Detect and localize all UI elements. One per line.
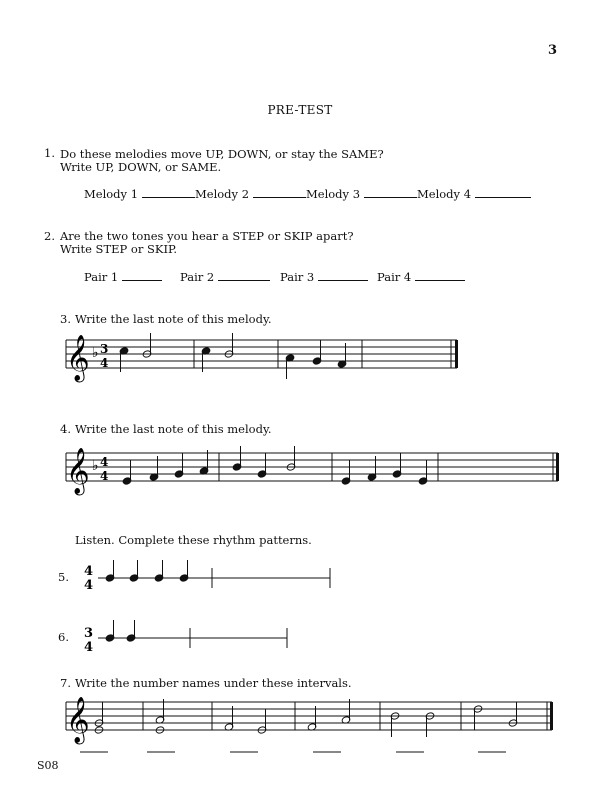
q1-answer-label: Melody 2 [195, 187, 250, 201]
time-sig-bottom: 4 [84, 578, 94, 593]
time-sig-top: 4 [84, 564, 94, 579]
q5-number: 5. [58, 570, 69, 584]
time-sig-bottom: 4 [84, 640, 94, 655]
q7-prompt: Write the number names under these intervals. [75, 676, 352, 690]
q1-answer-label: Melody 3 [306, 187, 361, 201]
time-sig-bottom: 4 [100, 356, 109, 370]
time-sig-top: 3 [84, 626, 94, 641]
time-sig-top: 3 [100, 342, 109, 356]
q2-answer-label: Pair 4 [377, 270, 412, 284]
q4-prompt: Write the last note of this melody. [75, 422, 272, 436]
q3-prompt: Write the last note of this melody. [75, 312, 272, 326]
treble-clef-icon: 𝄞 [66, 335, 90, 381]
rhythm-instruction: Listen. Complete these rhythm patterns. [75, 533, 312, 547]
time-sig-top: 4 [100, 455, 109, 469]
treble-clef-icon: 𝄞 [66, 448, 90, 494]
q3-number: 3. [60, 312, 71, 326]
footer-code: S08 [37, 759, 59, 772]
q1-answer-label: Melody 4 [417, 187, 472, 201]
q1-number: 1. [44, 146, 55, 160]
q2-number: 2. [44, 229, 55, 243]
q2-prompt: Are the two tones you hear a STEP or SKIP apart? [60, 229, 354, 243]
q7-intervals [94, 699, 518, 737]
q6-number: 6. [58, 630, 69, 644]
q1-prompt: Do these melodies move UP, DOWN, or stay the SAME? [60, 147, 384, 161]
q1-instruction: Write UP, DOWN, or SAME. [60, 160, 222, 174]
flat-icon: ♭ [92, 458, 99, 474]
q7-number: 7. [60, 676, 71, 690]
q2-answer-label: Pair 2 [180, 270, 215, 284]
flat-icon: ♭ [92, 345, 99, 361]
page-title: PRE-TEST [267, 103, 333, 117]
page-number: 3 [548, 43, 558, 58]
q2-answer-label: Pair 1 [84, 270, 119, 284]
q2-instruction: Write STEP or SKIP. [60, 242, 178, 256]
q2-answer-label: Pair 3 [280, 270, 315, 284]
treble-clef-icon: 𝄞 [66, 697, 90, 743]
time-sig-bottom: 4 [100, 469, 109, 483]
q4-number: 4. [60, 422, 71, 436]
q1-answer-label: Melody 1 [84, 187, 139, 201]
